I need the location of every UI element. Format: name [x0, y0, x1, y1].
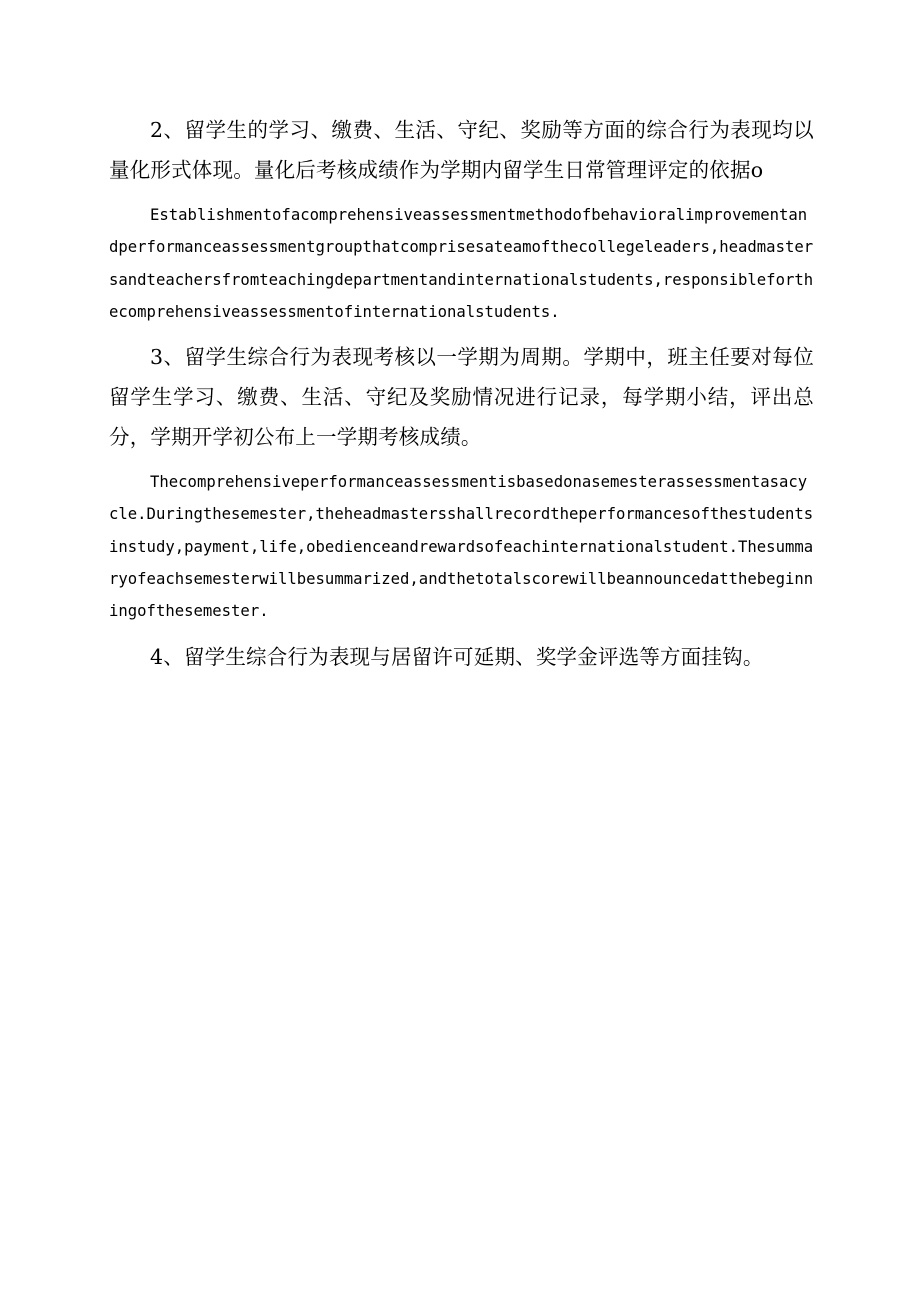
- paragraph-4-chinese: 4、留学生综合行为表现与居留许可延期、奖学金评选等方面挂钩。: [150, 644, 764, 669]
- paragraph-3-english: Thecomprehensiveperformanceassessmentisbasedonasemesterassessmentasacycle.Duringthesemester,theheadmastersshallrecordtheperformancesofthestudentsinstudy,payment,life,obedienceandrewardsofeachinternationalstudent.Thesummaryofeachsemesterwillbesummarized,andthetotalscorewillbeannouncedatthebeginningofthesemester.: [109, 473, 814, 621]
- paragraph-3-chinese: 3、留学生综合行为表现考核以一学期为周期。学期中，班主任要对每位留学生学习、缴费、生活、守纪及奖励情况进行记录，每学期小结，评出总分，学期开学初公布上一学期考核成绩。: [109, 345, 814, 450]
- paragraph-2-chinese: 2、留学生的学习、缴费、生活、守纪、奖励等方面的综合行为表现均以量化形式体现。量化后考核成绩作为学期内留学生日常管理评定的依据o: [109, 118, 814, 182]
- document-body: [109, 110, 814, 686]
- paragraph-2-english: Establishmentofacomprehensiveassessmentmethodofbehavioralimprovementandperformanceassessmentgroupthatcomprisesateamofthecollegeleaders,headmastersandteachersfromteachingdepartmentandinternationalstudents,responsibleforthecomprehensiveassessmentofinternationalstudents.: [109, 206, 814, 321]
